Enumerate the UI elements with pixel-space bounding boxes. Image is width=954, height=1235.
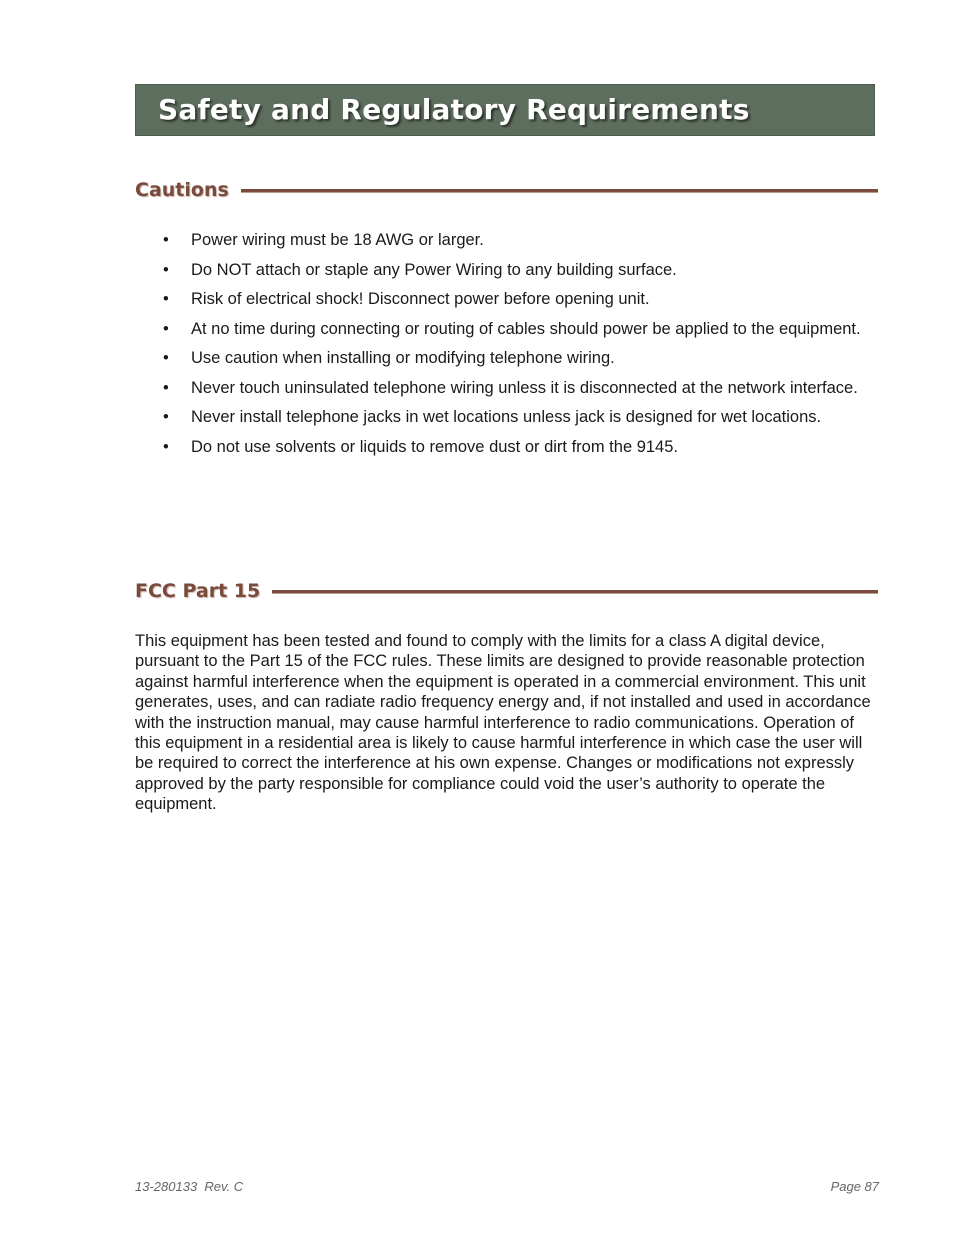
list-item-text: Power wiring must be 18 AWG or larger. bbox=[191, 231, 484, 249]
bullet-icon: • bbox=[163, 319, 169, 338]
bullet-icon: • bbox=[163, 260, 169, 279]
cautions-heading: Cautions bbox=[135, 179, 229, 201]
list-item bbox=[163, 348, 863, 369]
list-item bbox=[163, 230, 863, 251]
list-item bbox=[163, 260, 863, 281]
list-item-text: At no time during connecting or routing of cables should power be applied to the equipment. bbox=[191, 319, 861, 338]
bullet-icon: • bbox=[163, 290, 169, 308]
fcc-heading: FCC Part 15 bbox=[135, 580, 261, 602]
list-item bbox=[163, 289, 863, 310]
list-item-text: Never touch uninsulated telephone wiring unless it is disconnected at the network interface. bbox=[191, 378, 858, 397]
document-id: 13-280133 Rev. C bbox=[135, 1179, 244, 1194]
list-item-text: Use caution when installing or modifying telephone wiring. bbox=[191, 349, 615, 367]
bullet-icon: • bbox=[163, 378, 169, 397]
list-item-text: Never install telephone jacks in wet locations unless jack is designed for wet locations. bbox=[191, 408, 822, 426]
page-number: Page 87 bbox=[830, 1179, 879, 1194]
bullet-icon: • bbox=[163, 349, 169, 367]
cautions-section-header bbox=[135, 177, 878, 203]
cautions-heading-rule bbox=[241, 189, 878, 193]
fcc-paragraph: This equipment has been tested and found to comply with the limits for a class A digital device, pursuant to the Part 15 of the FCC rules. These limits are designed to provide reasonable protection against harmful interference when the equipment is operated in a commercial environment. This unit generates, uses, and can radiate radio frequency energy and, if not installed and used in accordance with the instruction manual, may cause harmful interference to radio communications. Operation of this equipment in a residential area is likely to cause harmful interference in which case the user will be required to correct the interference at his own expense. Changes or modifications not expressly approved by the party responsible for compliance could void the user’s authority to operate the equipment. bbox=[135, 632, 871, 814]
bullet-icon: • bbox=[163, 437, 169, 456]
list-item bbox=[163, 407, 863, 428]
list-item-text: Do NOT attach or staple any Power Wiring to any building surface. bbox=[191, 260, 677, 279]
bullet-icon: • bbox=[163, 231, 169, 249]
fcc-heading-rule bbox=[272, 590, 878, 594]
list-item bbox=[163, 437, 863, 458]
list-item bbox=[163, 319, 863, 340]
page-title: Safety and Regulatory Requirements bbox=[158, 93, 750, 126]
list-item bbox=[163, 378, 863, 399]
list-item-text: Risk of electrical shock! Disconnect power before opening unit. bbox=[191, 290, 650, 308]
list-item-text: Do not use solvents or liquids to remove dust or dirt from the 9145. bbox=[191, 437, 678, 456]
bullet-icon: • bbox=[163, 408, 169, 426]
fcc-section-header bbox=[135, 578, 878, 604]
cautions-list bbox=[163, 230, 863, 466]
page-title-bar bbox=[135, 84, 875, 136]
